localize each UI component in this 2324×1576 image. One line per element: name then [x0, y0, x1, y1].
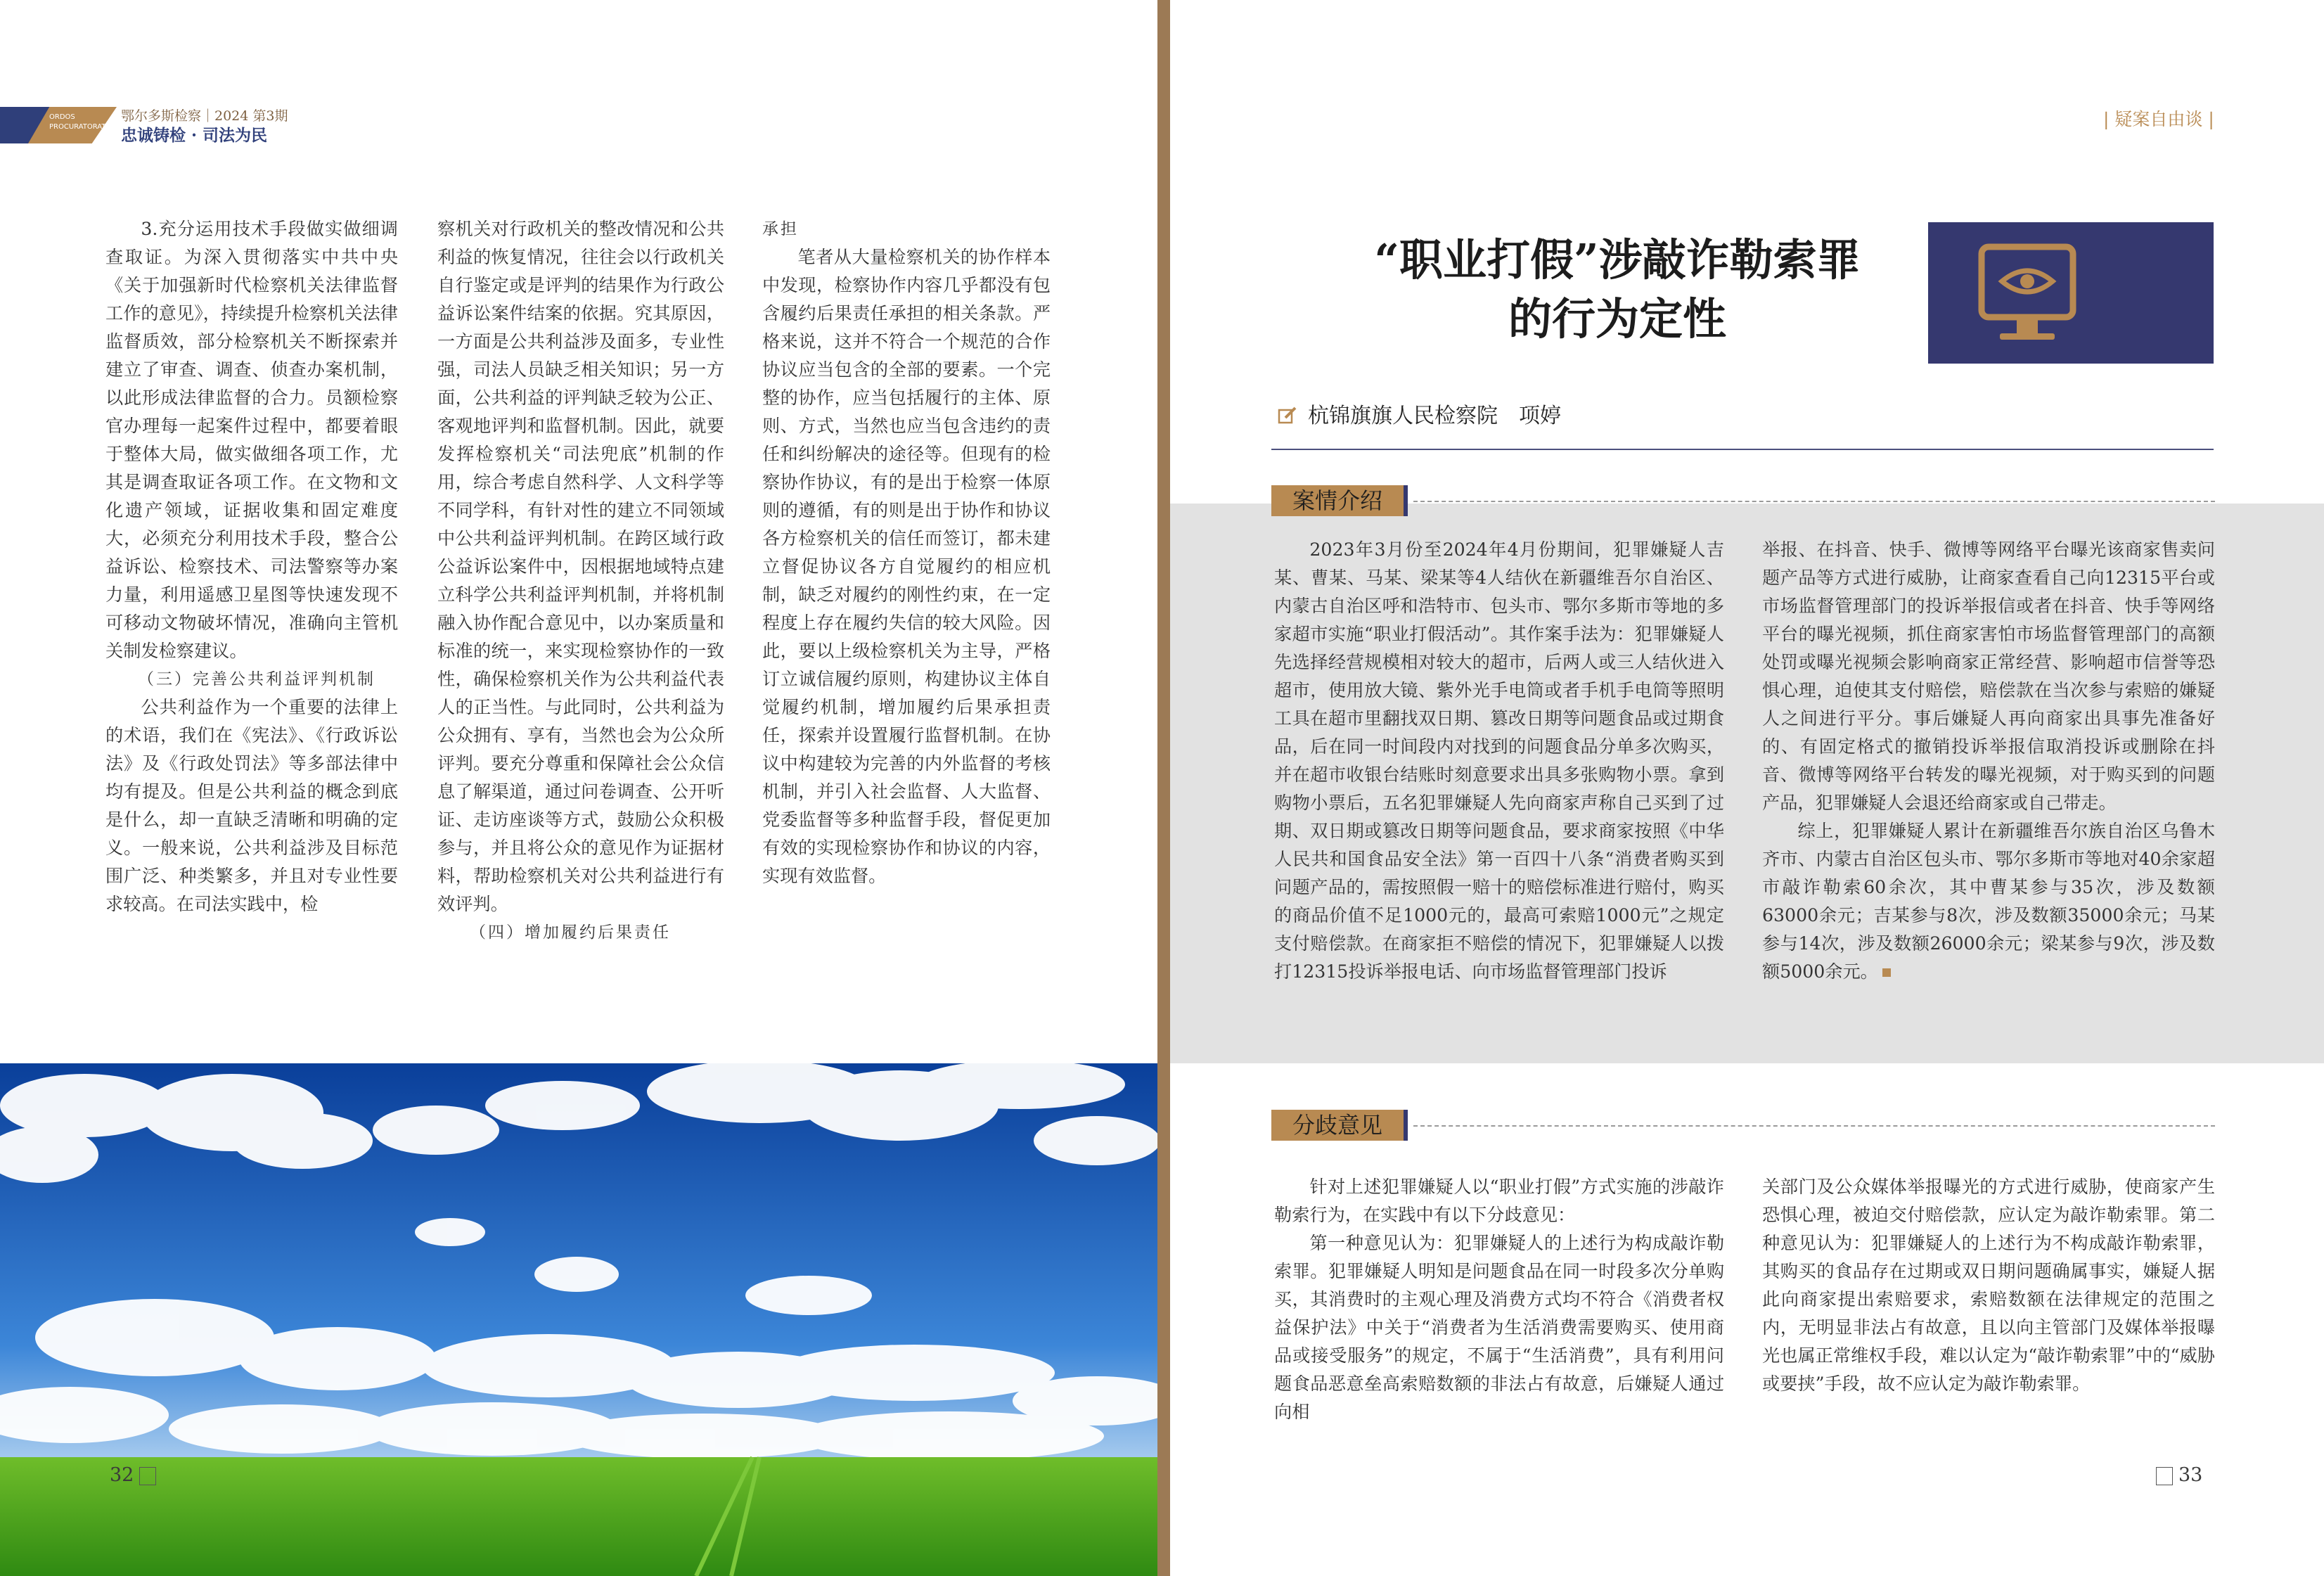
paragraph: 举报、在抖音、快手、微博等网络平台曝光该商家售卖问题产品等方式进行威胁，让商家查看自己向12315平台或市场监督管理部门的投诉举报信或者在抖音、快手等网络平台的曝光视频，抓住商家害怕市场监督管理部门的高额处罚或曝光视频会影响商家正常经营、影响超市信誉等恐惧心理，迫使其支付赔偿，赔偿款在当次参与索赔的嫌疑人之间进行平分。事后嫌疑人再向商家出具事先准备好的、有固定格式的撤销投诉举报信取消投诉或删除在抖音、微博等网络平台转发的曝光视频，对于购买到的问题产品，犯罪嫌疑人会退还给商家或自己带走。: [1762, 539, 2215, 813]
paragraph: 关部门及公众媒体举报曝光的方式进行威胁，使商家产生恐惧心理，被迫交付赔偿款，应认定为敲诈勒索罪。第二种意见认为：犯罪嫌疑人的上述行为不构成敲诈勒索罪，其购买的食品存在过期或双日期问题确属事实，嫌疑人据此向商家提出索赔要求，索赔数额在法律规定的范围之内，无明显非法占有故意，且以向主管部门及媒体举报曝光也属正常维权手段，难以认定为“敲诈勒索罪”中的“威胁或要挟”手段，故不应认定为敲诈勒索罪。: [1762, 1177, 2215, 1394]
left-column-2: [437, 215, 724, 947]
monitor-eye-icon: [1928, 222, 2214, 364]
page-number-left: [110, 1464, 156, 1486]
byline-text: 杭锦旗旗人民检察院 项婷: [1308, 404, 1561, 428]
subheading: （三）完善公共利益评判机制: [138, 670, 375, 688]
paragraph: 2023年3月份至2024年4月份期间，犯罪嫌疑人吉某、曹某、马某、梁某等4人结伙在新疆维吾尔自治区、内蒙古自治区呼和浩特市、包头市、鄂尔多斯市等地的多家超市实施“职业打假活动”。其作案手法为：犯罪嫌疑人先选择经营规模相对较大的超市，后两人或三人结伙进入超市，使用放大镜、紫外光手电筒或者手机手电筒等照明工具在超市里翻找双日期、篡改日期等问题食品或过期食品，后在同一时间段内对找到的问题食品分单多次购买，并在超市收银台结账时刻意要求出具多张购物小票。拿到购物小票后，五名犯罪嫌疑人先向商家声称自己买到了过期、双日期或篡改日期等问题食品，要求商家按照《中华人民共和国食品安全法》第一百四十八条“消费者购买到问题产品的，需按照假一赔十的赔偿标准进行赔付，购买的商品价值不足1000元的，最高可索赔1000元”之规定支付赔偿款。在商家拒不赔偿的情况下，犯罪嫌疑人以拨打12315投诉举报电话、向市场监督管理部门投诉: [1274, 539, 1724, 982]
opinion-column-1: [1274, 1173, 1724, 1426]
title-line-1: “职业打假”涉敲诈勒索罪: [1374, 234, 1861, 286]
sky-field-photo: [0, 1063, 1157, 1576]
subheading: （四）增加履约后果责任: [470, 923, 671, 942]
masthead-badge: [0, 107, 118, 143]
case-column-2: [1762, 536, 2215, 986]
journal-logo-icon: [139, 1467, 156, 1485]
paragraph: 第一种意见认为：犯罪嫌疑人的上述行为构成敲诈勒索罪。犯罪嫌疑人明知是问题食品在同一时段多次分单购买，其消费时的主观心理及消费方式均不符合《消费者权益保护法》中关于“消费者为生活消费需要购买、使用商品或接受服务”的规定，不属于“生活消费”，具有利用问题食品恶意垒高索赔数额的非法占有故意，后嫌疑人通过向相: [1274, 1233, 1724, 1422]
left-column-1: [105, 215, 398, 918]
case-column-1: [1274, 536, 1724, 986]
byline: [1277, 398, 1561, 429]
end-mark-icon: [1882, 968, 1891, 977]
article-title: [1322, 231, 1913, 349]
journal-logo-icon: [2156, 1467, 2173, 1485]
pen-icon: [1277, 404, 1298, 425]
monitor-eye-graphic: [1928, 222, 2214, 364]
paragraph: 公共利益作为一个重要的法律上的术语，我们在《宪法》、《行政诉讼法》及《行政处罚法》等多部法律中均有提及。但是公共利益的概念到底是什么，却一直缺乏清晰和明确的定义。一般来说，公共利益涉及目标范围广泛、种类繁多，并且对专业性要求较高。在司法实践中，检: [105, 697, 398, 914]
section-heading-text: 分歧意见: [1292, 1112, 1383, 1139]
title-line-2: 的行为定性: [1508, 293, 1726, 345]
section-rule: [1413, 501, 2215, 502]
left-page: [0, 0, 1157, 1576]
subheading-continued: 承担: [762, 220, 799, 238]
gutter-strip: [1157, 0, 1170, 1576]
page-number-value: 33: [2178, 1464, 2203, 1486]
section-rule: [1413, 1125, 2215, 1127]
paragraph-text: 综上，犯罪嫌疑人累计在新疆维吾尔族自治区乌鲁木齐市、内蒙古自治区包头市、鄂尔多斯市等地对40余家超市敲诈勒索60余次，其中曹某参与35次，涉及数额63000余元；吉某参与8次，涉及数额35000余元；马某参与14次，涉及数额26000余元；梁某参与9次，涉及数额5000余元。: [1762, 821, 2215, 982]
page-number-right: [2156, 1464, 2202, 1486]
page-number-value: 32: [110, 1464, 134, 1486]
masthead-slogan: 忠诚铸检 · 司法为民: [121, 126, 268, 145]
section-heading-opinions: [1271, 1110, 1404, 1141]
section-heading-case: [1271, 485, 1404, 516]
left-column-3: [762, 215, 1051, 890]
byline-rule: [1271, 449, 2214, 450]
masthead-issue: 鄂尔多斯检察｜2024 第3期: [121, 108, 288, 124]
section-heading-text: 案情介绍: [1292, 487, 1383, 514]
paragraph: 3.充分运用技术手段做实做细调查取证。为深入贯彻落实中共中央《关于加强新时代检察机关法律监督工作的意见》，持续提升检察机关法律监督质效，部分检察机关不断探索并建立了审查、调查、侦查办案机制，以此形成法律监督的合力。员额检察官办理每一起案件过程中，都要着眼于整体大局，做实做细各项工作，尤其是调查取证各项工作。在文物和文化遗产领域，证据收集和固定难度大，必须充分利用技术手段，整合公益诉讼、检察技术、司法警察等办案力量，利用遥感卫星图等快速发现不可移动文物破坏情况，准确向主管机关制发检察建议。: [105, 219, 398, 661]
paragraph: [1762, 817, 2215, 986]
opinion-column-2: [1762, 1173, 2215, 1398]
paragraph: 笔者从大量检察机关的协作样本中发现，检察协作内容几乎都没有包含履约后果责任承担的相关条款。严格来说，这并不符合一个规范的合作协议应当包含的全部的要素。一个完整的协作，应当包括履行的主体、原则、方式，当然也应当包含违约的责任和纠纷解决的途径等。但现有的检察协作协议，有的是出于检察一体原则的遵循，有的则是出于协作和协议各方检察机关的信任而签订，都未建立督促协议各方自觉履约的相应机制，缺乏对履约的刚性约束，在一定程度上存在履约失信的较大风险。因此，要以上级检察机关为主导，严格订立诚信履约原则，构建协议主体自觉履约机制，增加履约后果承担责任，探索并设置履行监督机制。在协议中构建较为完善的内外监督的考核机制，并引入社会监督、人大监督、党委监督等多种监督手段，督促更加有效的实现检察协作和协议的内容，实现有效监督。: [762, 247, 1051, 886]
paragraph: 针对上述犯罪嫌疑人以“职业打假”方式实施的涉敲诈勒索行为，在实践中有以下分歧意见：: [1274, 1177, 1724, 1225]
paragraph: 察机关对行政机关的整改情况和公共利益的恢复情况，往往会以行政机关自行鉴定或是评判的结果作为行政公益诉讼案件结案的依据。究其原因，一方面是公共利益涉及面多，专业性强，司法人员缺乏相关知识；另一方面，公共利益的评判缺乏较为公正、客观地评判和监督机制。因此，就要发挥检察机关“司法兜底”机制的作用，综合考虑自然科学、人文科学等不同学科，有针对性的建立不同领域中公共利益评判机制。在跨区域行政公益诉讼案件中，因根据地域特点建立科学公共利益评判机制，并将机制融入协作配合意见中，以办案质量和标准的统一，来实现检察协作的一致性，确保检察机关作为公共利益代表人的正当性。与此同时，公共利益为公众拥有、享有，当然也会为公众所评判。要充分尊重和保障社会公众信息了解渠道，通过问卷调查、公开听证、走访座谈等方式，鼓励公众积极参与，并且将公众的意见作为证据材料，帮助检察机关对公共利益进行有效评判。: [437, 219, 724, 914]
masthead-badge-text: ORDOS PROCURATORATE: [49, 113, 110, 131]
section-tag: | 疑案自由谈 |: [2103, 109, 2214, 129]
